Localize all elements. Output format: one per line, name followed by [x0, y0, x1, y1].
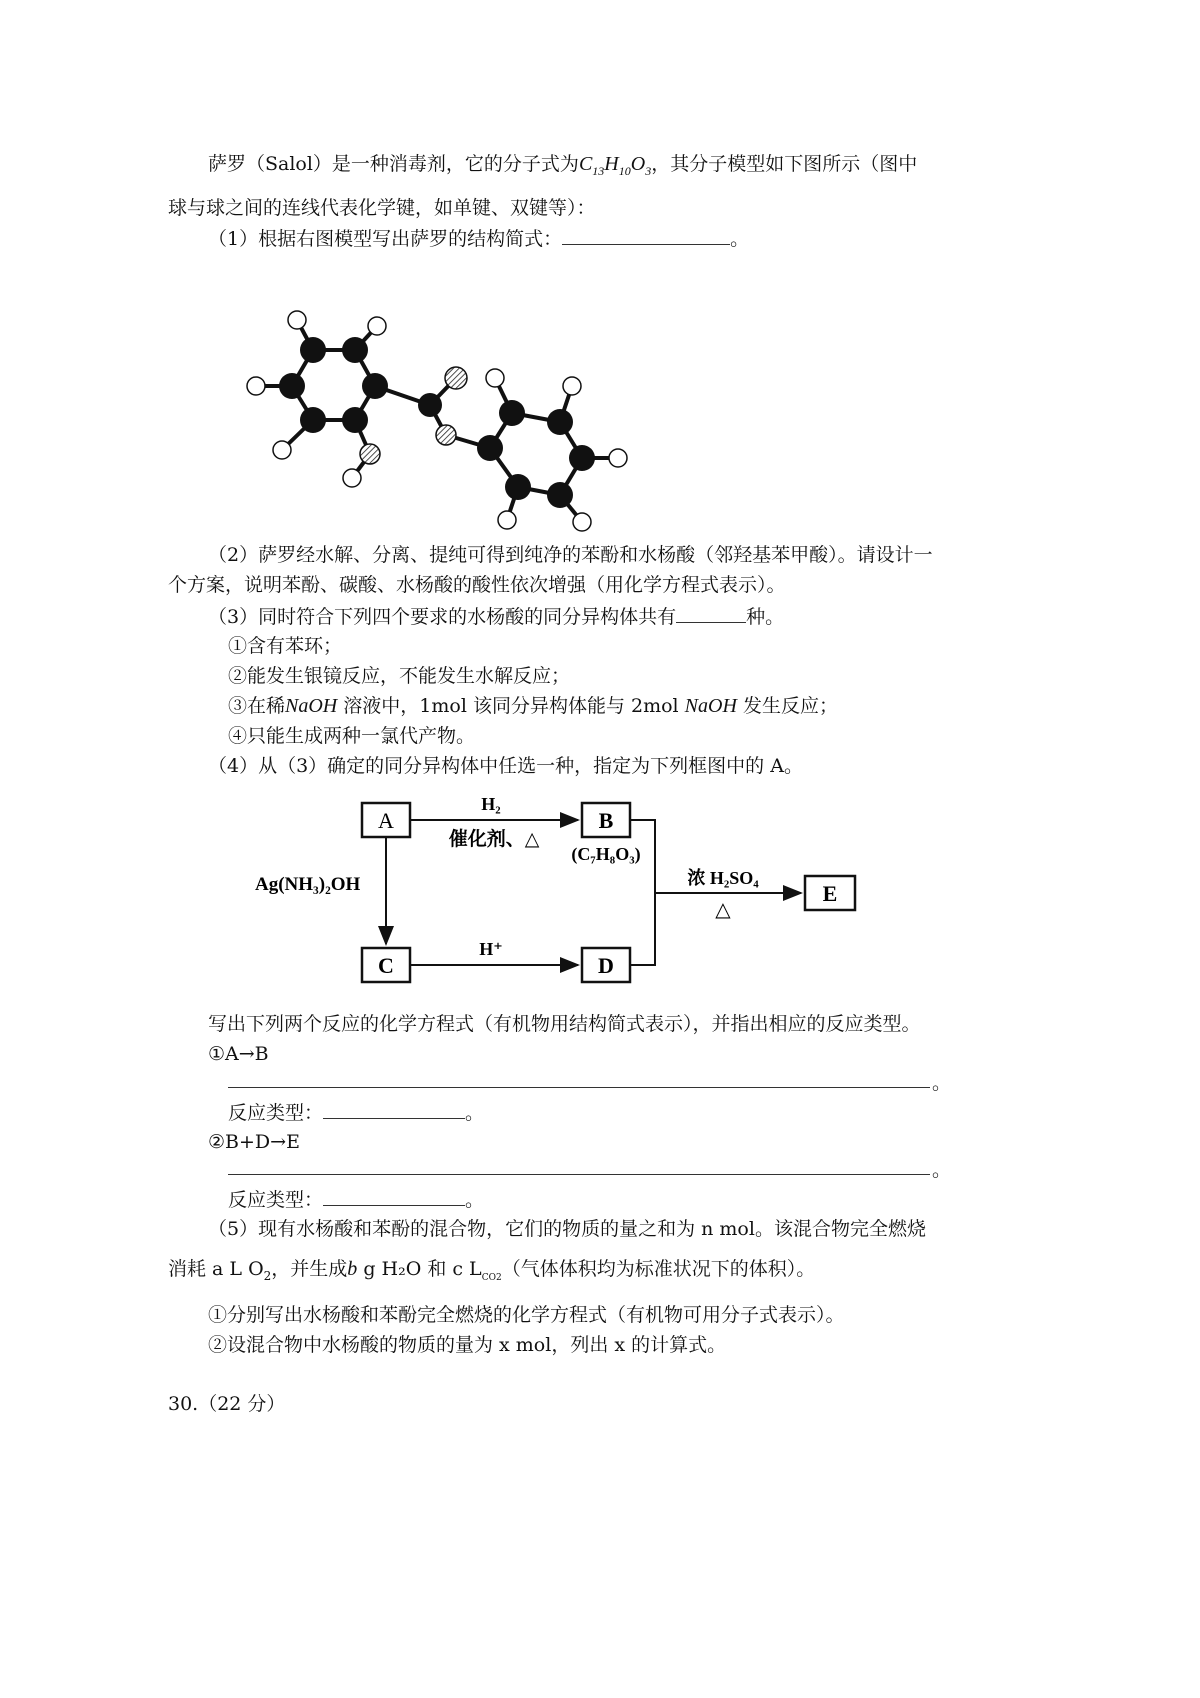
question-1-end: 。	[730, 228, 750, 250]
question-5-line-2	[168, 1257, 815, 1290]
heat-symbol: △	[715, 899, 731, 921]
question-3-text: （3）同时符合下列四个要求的水杨酸的同分异构体共有	[208, 606, 677, 628]
reaction-type-label-2: 反应类型：	[228, 1189, 324, 1211]
reaction-2-label: ②B+D→E	[208, 1131, 300, 1153]
question-30-heading: 30.（22 分）	[168, 1393, 286, 1415]
reagent-h2: H₂	[481, 794, 501, 814]
answer-blank-type-1	[323, 1100, 465, 1119]
answer-blank-1	[562, 226, 730, 245]
reagent-catalyst: 催化剂、△	[448, 829, 540, 850]
q5-part-a: 消耗 a L O	[168, 1258, 264, 1280]
answer-blank-3	[676, 604, 746, 623]
label-a: A	[378, 808, 394, 833]
answer-line-reaction-1	[228, 1087, 930, 1088]
condition-3-part-a: ③在稀	[228, 695, 286, 717]
b-variable: b	[347, 1258, 358, 1280]
label-d: D	[598, 953, 614, 978]
intro-text-2: ，其分子模型如下图所示（图中	[651, 153, 918, 175]
question-2-line-1: （2）萨罗经水解、分离、提纯可得到纯净的苯酚和水杨酸（邻羟基苯甲酸）。请设计一	[208, 544, 933, 566]
label-b: B	[598, 808, 614, 833]
q5-part-b: ，并生成	[271, 1258, 348, 1280]
intro-line-2: 球与球之间的连线代表化学键，如单键、双键等）：	[168, 197, 596, 219]
answer-line-reaction-2	[228, 1174, 930, 1175]
label-c: C	[378, 953, 394, 978]
reaction-1-type	[228, 1100, 484, 1125]
salol-formula: $C_{13}H_{10}O_3$	[578, 153, 652, 178]
condition-2: ②能发生银镜反应，不能发生水解反应；	[228, 665, 571, 687]
question-3	[208, 604, 784, 629]
naoh-formula: NaOH	[285, 695, 338, 717]
reagent-tollens: Ag(NH₃)₂OH	[255, 874, 361, 895]
question-5-sub-2: ②设混合物中水杨酸的物质的量为 x mol，列出 x 的计算式。	[208, 1334, 727, 1356]
intro-line-1	[208, 152, 917, 183]
reaction-type-end-1: 。	[465, 1102, 485, 1124]
reaction-type-label-1: 反应类型：	[228, 1102, 324, 1124]
condition-4: ④只能生成两种一氯代产物。	[228, 725, 476, 747]
reaction-type-end-2: 。	[465, 1189, 485, 1211]
condition-1: ①含有苯环；	[228, 635, 343, 657]
question-5-line-1: （5）现有水杨酸和苯酚的混合物，它们的物质的量之和为 n mol。该混合物完全燃烧	[208, 1218, 926, 1240]
intro-text-1: 萨罗（Salol）是一种消毒剂，它的分子式为	[208, 153, 579, 175]
co2-subscript: CO2	[481, 1272, 502, 1283]
reaction-1-label: ①A→B	[208, 1043, 269, 1065]
reaction-1-period: 。	[932, 1072, 952, 1094]
naoh-formula-2: NaOH	[684, 695, 737, 717]
q5-part-d: （气体体积均为标准状况下的体积）。	[501, 1258, 816, 1280]
question-5-sub-1: ①分别写出水杨酸和苯酚完全燃烧的化学方程式（有机物可用分子式表示）。	[208, 1304, 845, 1326]
q5-part-c: g H₂O 和 c L	[357, 1258, 482, 1280]
reagent-h2so4: 浓 H₂SO₄	[687, 868, 759, 888]
reaction-2-period: 。	[932, 1159, 952, 1181]
salol-molecule-model	[220, 290, 640, 540]
reaction-2-type	[228, 1187, 484, 1212]
o2-subscript: 2	[263, 1268, 272, 1283]
question-1	[208, 226, 749, 251]
question-4: （4）从（3）确定的同分异构体中任选一种，指定为下列框图中的 A。	[208, 755, 803, 777]
write-equations-instruction: 写出下列两个反应的化学方程式（有机物用结构简式表示），并指出相应的反应类型。	[208, 1013, 921, 1035]
reaction-flow-diagram	[245, 785, 865, 995]
question-2-line-2: 个方案，说明苯酚、碳酸、水杨酸的酸性依次增强（用化学方程式表示）。	[168, 574, 786, 596]
condition-3-part-b: 溶液中，1mol 该同分异构体能与 2mol	[343, 695, 679, 717]
answer-blank-type-2	[323, 1187, 465, 1206]
question-1-text: （1）根据右图模型写出萨罗的结构简式：	[208, 228, 563, 250]
condition-3	[228, 694, 838, 718]
question-3-end: 种。	[746, 606, 785, 628]
condition-3-part-c: 发生反应；	[742, 695, 838, 717]
b-formula: (C₇H₈O₃)	[571, 844, 641, 864]
reagent-h-plus: H⁺	[479, 939, 503, 959]
label-e: E	[822, 881, 838, 906]
